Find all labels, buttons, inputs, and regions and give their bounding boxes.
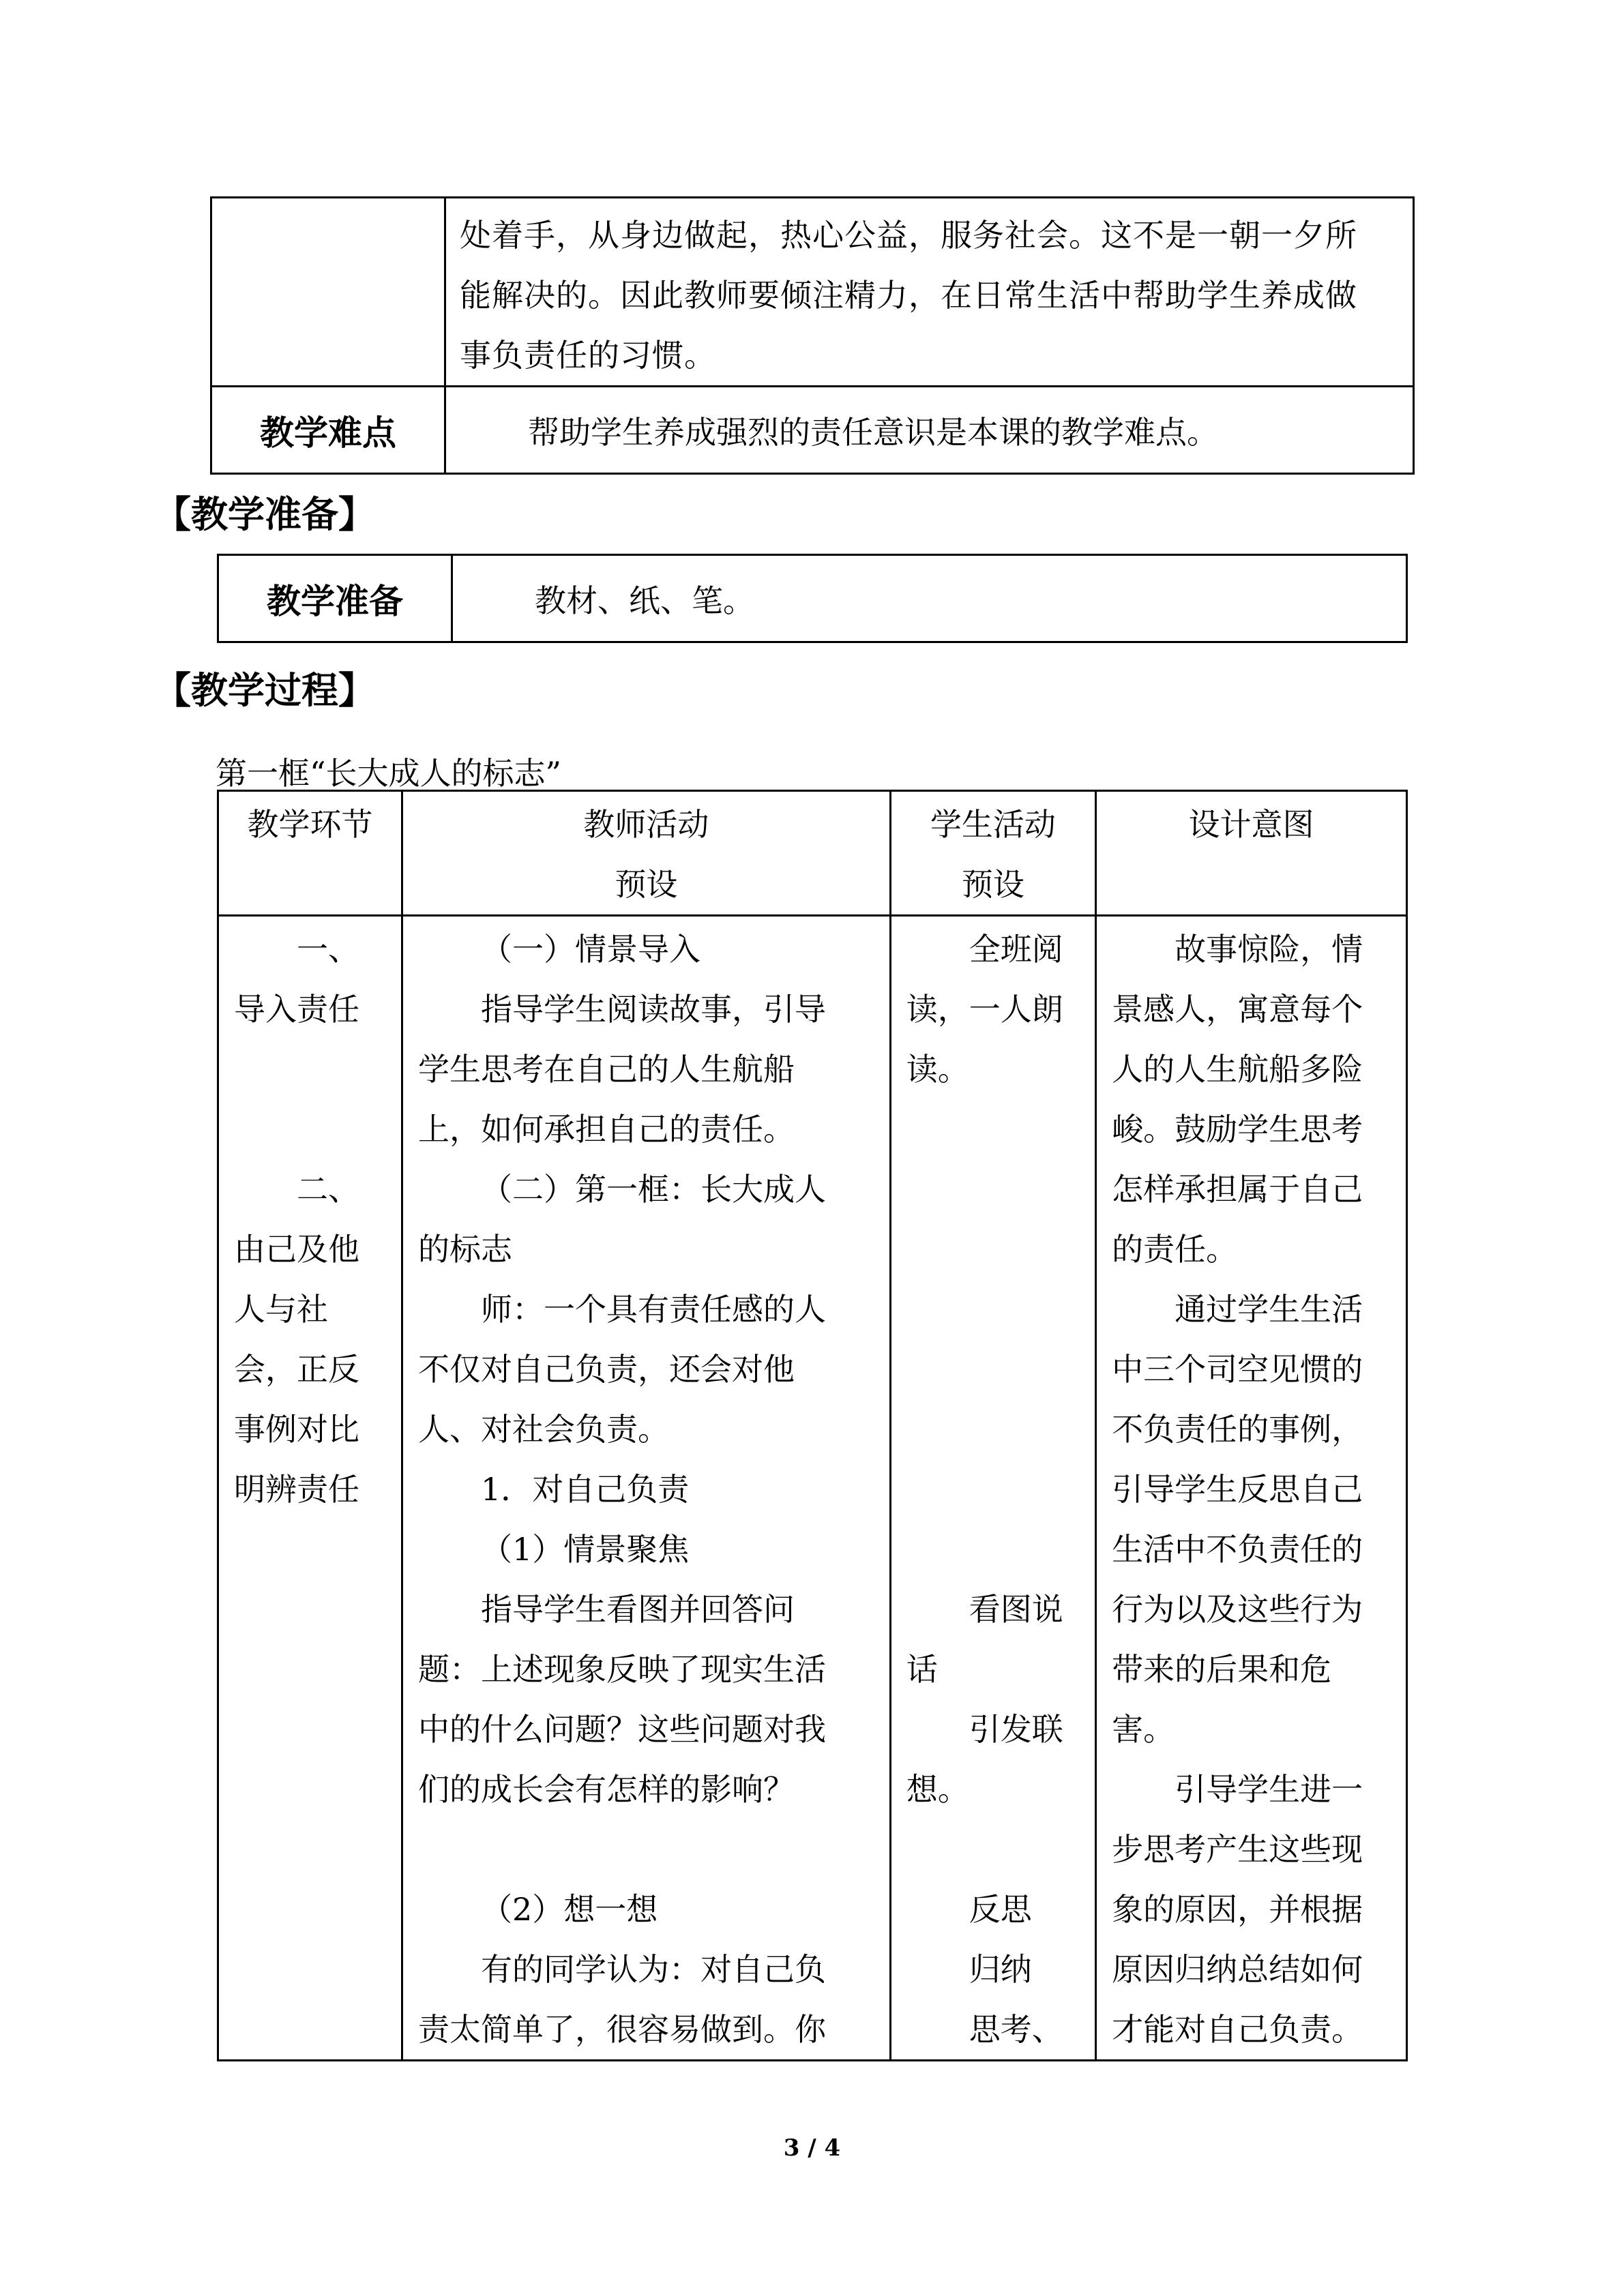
section-heading-prep: 【教学准备】 <box>154 493 375 536</box>
difficulty-text: 帮助学生养成强烈的责任意识是本课的教学难点。 <box>445 387 1414 474</box>
student-activity-cell: 全班阅 读，一人朗 读。 看图说 话 引发联 想。 反思 归纳 思考、 <box>890 916 1095 2061</box>
page-number: 3 / 4 <box>783 2134 841 2162</box>
empty-label-cell <box>211 198 445 387</box>
continuation-line: 处着手，从身边做起，热心公益，服务社会。这不是一朝一夕所 <box>460 217 1357 254</box>
key-points-table <box>210 196 1415 475</box>
preparation-value: 教材、纸、笔。 <box>452 555 1407 642</box>
continuation-cell <box>445 198 1414 387</box>
continuation-line: 事负责任的习惯。 <box>460 337 716 374</box>
stage-cell: 一、 导入责任 二、 由己及他 人与社 会，正反 事例对比 明辨责任 <box>218 916 402 2061</box>
preparation-table <box>217 554 1408 643</box>
section-heading-process: 【教学过程】 <box>154 669 375 712</box>
table-caption: 第一框“长大成人的标志” <box>216 755 562 792</box>
header-intent: 设计意图 <box>1096 791 1407 916</box>
header-stage: 教学环节 <box>218 791 402 916</box>
process-table <box>217 790 1408 2061</box>
difficulty-label: 教学难点 <box>211 387 445 474</box>
design-intent-cell: 故事惊险，情 景感人，寓意每个 人的人生航船多险 峻。鼓励学生思考 怎样承担属于自己 的责任。 通过学生生活 中三个司空见惯的 不负责任的事例， 引导学生反思自己 生活中不负责任的 行为以及这些行为 带来的后果和危 害。 引导学生进一 步思考产生这些现 象的原因，并根据 原因归纳总结如何 才能对自己负责。 <box>1096 916 1407 2061</box>
header-teacher: 教师活动 预设 <box>402 791 890 916</box>
continuation-line: 能解决的。因此教师要倾注精力，在日常生活中帮助学生养成做 <box>460 277 1357 314</box>
teacher-activity-cell: （一）情景导入 指导学生阅读故事，引导 学生思考在自己的人生航船 上，如何承担自己的责任。 （二）第一框：长大成人 的标志 师：一个具有责任感的人 不仅对自己负责，还会对他 人、对社会负责。 1．对自己负责 （1）情景聚焦 指导学生看图并回答问 题：上述现象反映了现实生活 中的什么问题？这些问题对我 们的成长会有怎样的影响？ （2）想一想 有的同学认为：对自己负 责太简单了，很容易做到。你 <box>402 916 890 2061</box>
preparation-label: 教学准备 <box>218 555 452 642</box>
header-student: 学生活动 预设 <box>890 791 1095 916</box>
